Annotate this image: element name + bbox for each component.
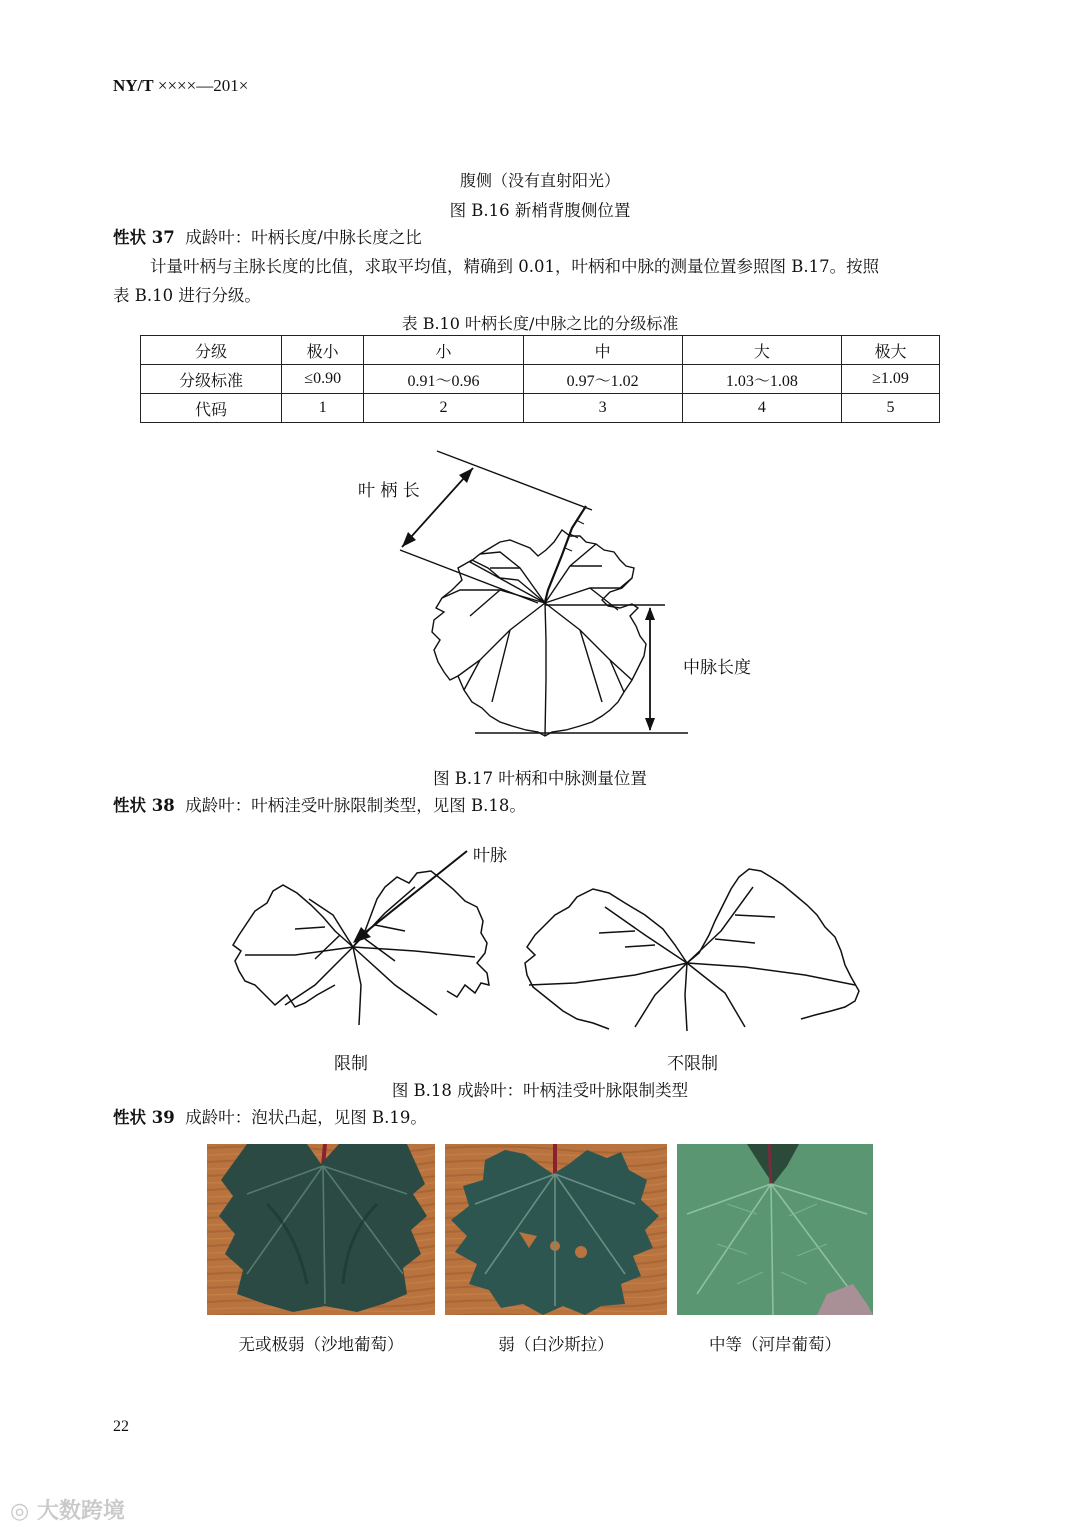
petiole — [545, 506, 586, 602]
trait37-title: 成龄叶：叶柄长度/中脉长度之比 — [185, 228, 422, 247]
trait37-body-line2: 表 B.10 进行分级。 — [113, 286, 261, 305]
table-cell: 分级标准 — [141, 365, 282, 394]
trait37-number: 性状 37 — [113, 228, 175, 247]
photo-caption-3: 中等（河岸葡萄） — [709, 1335, 841, 1354]
table-cell: 0.91～0.96 — [364, 365, 523, 394]
watermark-text: 大数跨境 — [36, 1499, 125, 1524]
midrib-vein — [545, 603, 546, 736]
trait39-title: 成龄叶：泡状凸起，见图 B.19。 — [185, 1108, 427, 1127]
trait38-title: 成龄叶：叶柄洼受叶脉限制类型，见图 B.18。 — [185, 796, 526, 815]
vein-label: 叶脉 — [473, 846, 507, 866]
table-row — [141, 365, 940, 394]
table-cell: 大 — [682, 336, 841, 365]
table-cell: 4 — [682, 394, 841, 423]
photo-caption-1: 无或极弱（沙地葡萄） — [238, 1335, 404, 1354]
document-header — [113, 76, 248, 96]
fig17-caption: 图 B.17 叶柄和中脉测量位置 — [433, 769, 647, 788]
table-cell: 1 — [282, 394, 364, 423]
table-cell: 1.03～1.08 — [682, 365, 841, 394]
arrowhead — [645, 607, 655, 620]
table-cell: 中 — [523, 336, 682, 365]
petiole-extension-line-top — [437, 451, 592, 510]
limited-label: 限制 — [334, 1054, 368, 1074]
table-cell: 分级 — [141, 336, 282, 365]
table-cell: 极小 — [282, 336, 364, 365]
table-cell: ≥1.09 — [842, 365, 940, 394]
table-row — [141, 394, 940, 423]
table-cell: 2 — [364, 394, 523, 423]
arrowhead — [645, 718, 655, 731]
table-cell: 极大 — [842, 336, 940, 365]
petiole-length-label: 叶 柄 长 — [358, 481, 420, 501]
unlimited-sinus-leaf — [525, 869, 859, 1029]
leaf-photo-none-or-very-weak — [207, 1144, 435, 1315]
fig16-sublabel: 腹侧（没有直射阳光） — [459, 171, 620, 190]
standard-code: NY/T — [113, 76, 154, 95]
trait37-body-line1: 计量叶柄与主脉长度的比值，求取平均值，精确到 0.01，叶柄和中脉的测量位置参照图 B.17。按照 — [150, 257, 880, 276]
leaf-outline — [432, 530, 646, 736]
photo-caption-2: 弱（白沙斯拉） — [498, 1335, 614, 1354]
leaf-photo-medium — [677, 1144, 873, 1315]
grading-table — [140, 335, 940, 423]
fig16-caption: 图 B.16 新梢背腹侧位置 — [449, 201, 631, 220]
table-cell: 0.97～1.02 — [523, 365, 682, 394]
watermark-icon: ◎ — [10, 1499, 30, 1524]
table-row — [141, 336, 940, 365]
trait39-heading — [113, 1103, 427, 1132]
trait39-number: 性状 39 — [113, 1108, 175, 1127]
table-caption: 表 B.10 叶柄长度/中脉之比的分级标准 — [401, 314, 679, 333]
table-cell: 3 — [523, 394, 682, 423]
page-number: 22 — [113, 1418, 129, 1435]
sinus-types-diagram — [225, 835, 875, 1040]
trait38-heading — [113, 791, 526, 820]
table-cell: 代码 — [141, 394, 282, 423]
leaf-photo-weak — [445, 1144, 667, 1315]
trait38-number: 性状 38 — [113, 796, 175, 815]
trait37-heading — [113, 223, 422, 252]
midrib-length-label: 中脉长度 — [683, 658, 751, 678]
fig18-caption: 图 B.18 成龄叶：叶柄洼受叶脉限制类型 — [391, 1081, 689, 1100]
standard-code-rest: ××××—201× — [153, 76, 249, 95]
table-cell: 5 — [842, 394, 940, 423]
unlimited-label: 不限制 — [667, 1054, 718, 1074]
table-cell: ≤0.90 — [282, 365, 364, 394]
vein-pointer-arrow — [357, 851, 467, 939]
table-cell: 小 — [364, 336, 523, 365]
watermark-logo — [10, 1494, 125, 1525]
